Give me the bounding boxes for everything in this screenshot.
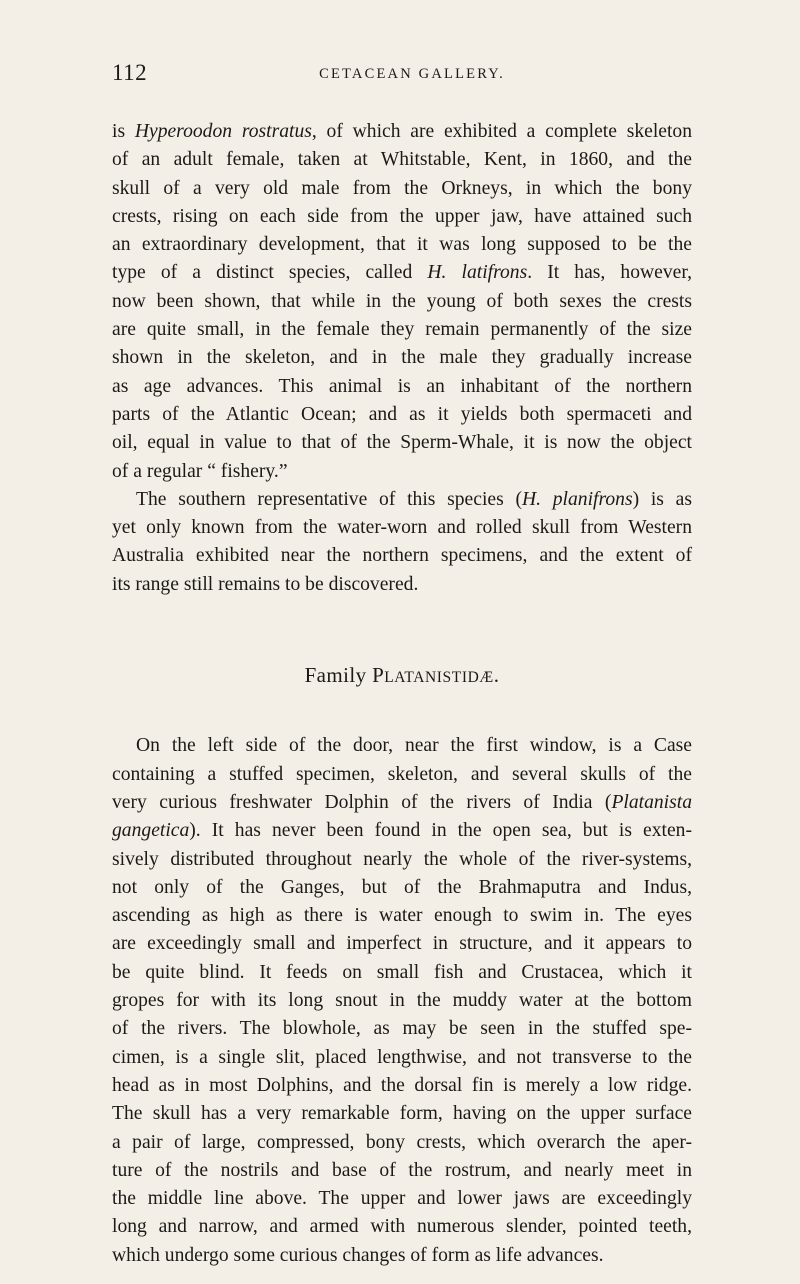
text-line: ture of the nostrils and base of the rostrum, and nearly meet in — [112, 1159, 692, 1181]
text-line: are exceedingly small and imperfect in structure, and it appears to — [112, 933, 692, 955]
text-line: are quite small, in the female they remain permanently of the size — [112, 319, 692, 341]
text-line: of the rivers. The blowhole, as may be seen in the stuffed spe- — [112, 1018, 692, 1040]
text-line: Australia exhibited near the northern specimens, and the extent of — [112, 545, 692, 567]
page-header — [112, 60, 712, 92]
text-line: crests, rising on each side from the upper jaw, have attained such — [112, 205, 692, 227]
species-name: gangetica — [112, 820, 190, 842]
text-line: shown in the skeleton, and in the male they gradually increase — [112, 347, 692, 369]
text-line: yet only known from the water-worn and rolled skull from Western — [112, 517, 692, 539]
text-line: of an adult female, taken at Whitstable, Kent, in 1860, and the — [112, 149, 692, 171]
text-line: oil, equal in value to that of the Sperm-Whale, it is now the object — [112, 432, 692, 454]
text-line: The skull has a very remarkable form, having on the upper surface — [112, 1103, 692, 1125]
species-name: H. planifrons — [521, 488, 633, 510]
species-name: Hyperoodon rostratus — [134, 121, 312, 142]
text-line: On the left side of the door, near the first window, is a Case — [136, 735, 692, 757]
text-line: be quite blind. It feeds on small fish and Crustacea, which it — [112, 961, 692, 983]
text-line: sively distributed throughout nearly the whole of the river-systems, — [112, 848, 692, 870]
text-line: gropes for with its long snout in the muddy water at the bottom — [112, 990, 692, 1012]
text-line: which undergo some curious changes of form as life advances. — [112, 1244, 604, 1266]
text-line: of a regular “ fishery.” — [112, 460, 288, 482]
text-line: The southern representative of this species (H. planifrons) is as — [136, 488, 692, 510]
text-line: ascending as high as there is water enough to swim in. The eyes — [112, 905, 692, 927]
text-line: as age advances. This animal is an inhabitant of the northern — [112, 375, 692, 397]
text-line: containing a stuffed specimen, skeleton, and several skulls of the — [112, 763, 692, 785]
section-heading: Family PLATANISTIDÆ. — [304, 663, 500, 688]
species-name: Platanista — [611, 791, 692, 813]
text-line: an extraordinary development, that it was long supposed to be the — [112, 234, 692, 256]
running-title: CETACEAN GALLERY. — [319, 66, 505, 82]
text-line: not only of the Ganges, but of the Brahmaputra and Indus, — [112, 876, 692, 898]
text-line: now been shown, that while in the young of both sexes the crests — [112, 290, 692, 312]
text-line: its range still remains to be discovered. — [112, 573, 419, 595]
text-line: type of a distinct species, called H. latifrons. It has, however, — [112, 262, 693, 284]
text-line: the middle line above. The upper and lower jaws are exceedingly — [112, 1188, 692, 1210]
text-line: is Hyperoodon rostratus, of which are exhibited a complete skeleton — [112, 121, 692, 142]
text-line: cimen, is a single slit, placed lengthwise, and not transverse to the — [112, 1046, 692, 1068]
species-name: H. latifrons — [427, 262, 528, 284]
page-number: 112 — [112, 60, 148, 85]
text-line: gangetica). It has never been found in the open sea, but is exten- — [112, 820, 692, 842]
text-line: long and narrow, and armed with numerous slender, pointed teeth, — [112, 1216, 692, 1238]
text-line: parts of the Atlantic Ocean; and as it yields both spermaceti and — [112, 403, 692, 425]
text-line: skull of a very old male from the Orkneys, in which the bony — [112, 177, 692, 199]
text-line: a pair of large, compressed, bony crests, which overarch the aper- — [112, 1131, 692, 1153]
text-line: very curious freshwater Dolphin of the rivers of India (Platanista — [112, 791, 692, 813]
text-line: head as in most Dolphins, and the dorsal fin is merely a low ridge. — [112, 1074, 692, 1096]
body-text — [112, 118, 692, 1270]
